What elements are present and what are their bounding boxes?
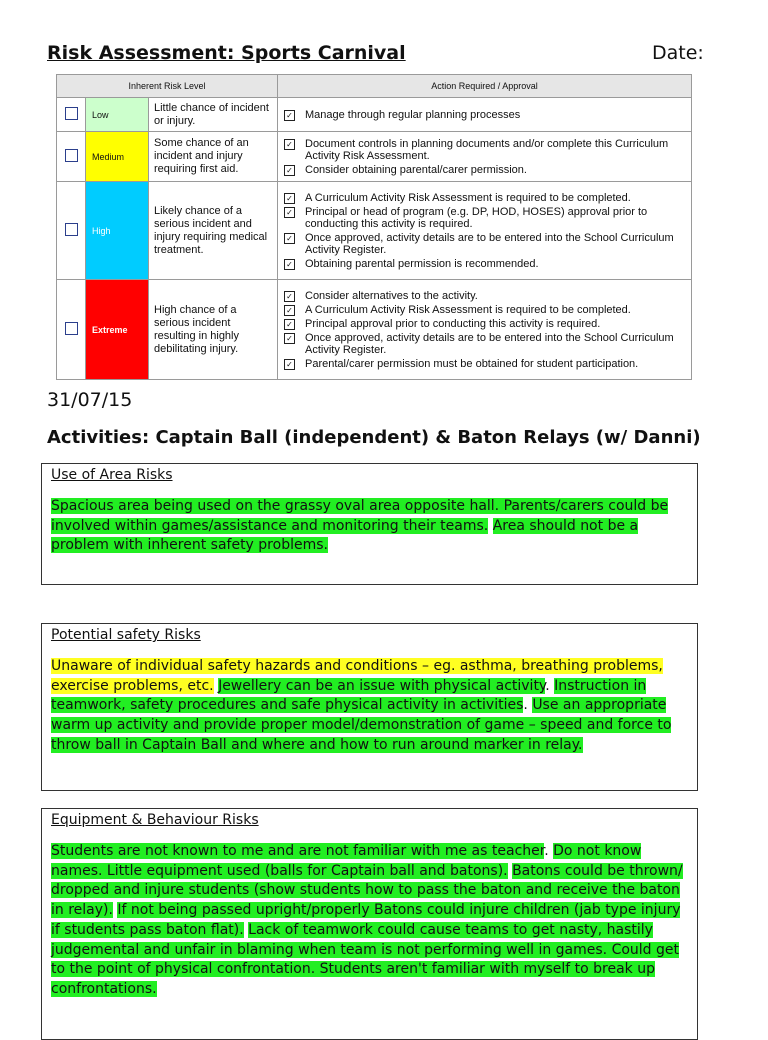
- risk-level-label: Extreme: [86, 280, 149, 380]
- checkmark-icon: ✓: [284, 259, 295, 270]
- action-text: Principal approval prior to conducting this activity is required.: [305, 317, 601, 330]
- risk-row-medium: [57, 132, 692, 182]
- checkmark-icon: ✓: [284, 359, 295, 370]
- risk-actions: [278, 132, 692, 182]
- risk-actions: [278, 98, 692, 132]
- risk-checkbox[interactable]: [65, 149, 78, 162]
- checkmark-icon: ✓: [284, 233, 295, 244]
- risk-row-high: [57, 182, 692, 280]
- area-risks-box: [41, 463, 698, 585]
- date-label: Date:: [652, 42, 704, 64]
- area-risks-text: Spacious area being used on the grassy oval area opposite hall. Parents/carers could be involved within games/assistance and monitoring their teams. Area should not be a problem with inherent safety problems.: [51, 498, 669, 554]
- action-item: [284, 304, 685, 316]
- activities-heading: Activities: Captain Ball (independent) & Baton Relays (w/ Danni): [47, 427, 701, 448]
- equipment-risks-heading: Equipment & Behaviour Risks: [51, 812, 259, 828]
- action-item: [284, 332, 685, 356]
- risk-description: Little chance of incident or injury.: [149, 98, 278, 132]
- action-text: Obtaining parental permission is recommended.: [305, 257, 539, 270]
- equipment-risks-text: Students are not known to me and are not familiar with me as teacher. Do not know names. Little equipment used (balls for Captain ball and batons). Batons could be thrown/ dropped and injure students (show students how to pass the baton and receive the baton in relay). If not being passed upright/properly Batons could injure children (jab type injury if students pass baton flat). Lack of teamwork could cause teams to get nasty, hastily judgemental and unfair in blaming when team is not performing well in games. Could get to the point of physical confrontation. Students aren't familiar with myself to break up confrontations.: [51, 843, 683, 997]
- checkmark-icon: ✓: [284, 139, 295, 150]
- action-text: Consider alternatives to the activity.: [305, 289, 478, 302]
- equipment-risks-box: [41, 808, 698, 1040]
- risk-level-table: [56, 74, 692, 380]
- action-item: [284, 164, 685, 176]
- risk-description: Likely chance of a serious incident and injury requiring medical treatment.: [149, 182, 278, 280]
- risk-actions: [278, 280, 692, 380]
- page-title: Risk Assessment: Sports Carnival: [47, 42, 406, 64]
- action-item: [284, 138, 685, 162]
- action-text: Consider obtaining parental/carer permission.: [305, 163, 527, 176]
- risk-checkbox-cell: [57, 182, 86, 280]
- action-text: Principal or head of program (e.g. DP, HOD, HOSES) approval prior to conducting this activity is required.: [305, 205, 648, 230]
- action-item: [284, 192, 685, 204]
- action-text: A Curriculum Activity Risk Assessment is required to be completed.: [305, 303, 631, 316]
- risk-description: Some chance of an incident and injury requiring first aid.: [149, 132, 278, 182]
- risk-checkbox[interactable]: [65, 322, 78, 335]
- action-text: Parental/carer permission must be obtained for student participation.: [305, 357, 639, 370]
- action-item: [284, 109, 685, 121]
- risk-checkbox-cell: [57, 98, 86, 132]
- risk-checkbox-cell: [57, 280, 86, 380]
- risk-level-label: Medium: [86, 132, 149, 182]
- checkmark-icon: ✓: [284, 165, 295, 176]
- risk-rows: [57, 98, 692, 380]
- safety-risks-box: [41, 623, 698, 791]
- date-value: 31/07/15: [47, 389, 133, 411]
- checkmark-icon: ✓: [284, 291, 295, 302]
- action-item: [284, 258, 685, 270]
- action-item: [284, 318, 685, 330]
- action-item: [284, 232, 685, 256]
- risk-actions: [278, 182, 692, 280]
- action-text: A Curriculum Activity Risk Assessment is required to be completed.: [305, 191, 631, 204]
- safety-risks-text: Unaware of individual safety hazards and conditions – eg. asthma, breathing problems, exercise problems, etc. Jewellery can be an issue with physical activity. Instruction in teamwork, safety procedures and safe physical activity in activities. Use an appropriate warm up activity and provide proper model/demonstration of game – speed and force to throw ball in Captain Ball and where and how to run around marker in relay.: [51, 658, 672, 753]
- risk-checkbox[interactable]: [65, 107, 78, 120]
- risk-level-label: Low: [86, 98, 149, 132]
- area-risks-heading: Use of Area Risks: [51, 467, 173, 483]
- risk-checkbox-cell: [57, 132, 86, 182]
- risk-row-low: [57, 98, 692, 132]
- action-item: [284, 290, 685, 302]
- risk-description: High chance of a serious incident resulting in highly debilitating injury.: [149, 280, 278, 380]
- checkmark-icon: ✓: [284, 193, 295, 204]
- action-item: [284, 358, 685, 370]
- inherent-risk-header: Inherent Risk Level: [57, 75, 278, 98]
- risk-checkbox[interactable]: [65, 223, 78, 236]
- checkmark-icon: ✓: [284, 305, 295, 316]
- action-text: Once approved, activity details are to be entered into the School Curriculum Activity Register.: [305, 331, 674, 356]
- checkmark-icon: ✓: [284, 333, 295, 344]
- checkmark-icon: ✓: [284, 110, 295, 121]
- checkmark-icon: ✓: [284, 319, 295, 330]
- action-text: Once approved, activity details are to be entered into the School Curriculum Activity Register.: [305, 231, 674, 256]
- safety-risks-heading: Potential safety Risks: [51, 627, 201, 643]
- action-text: Manage through regular planning processes: [305, 108, 521, 121]
- action-text: Document controls in planning documents and/or complete this Curriculum Activity Risk Assessment.: [305, 137, 669, 162]
- action-item: [284, 206, 685, 230]
- action-required-header: Action Required / Approval: [278, 75, 692, 98]
- risk-level-label: High: [86, 182, 149, 280]
- risk-row-extreme: [57, 280, 692, 380]
- checkmark-icon: ✓: [284, 207, 295, 218]
